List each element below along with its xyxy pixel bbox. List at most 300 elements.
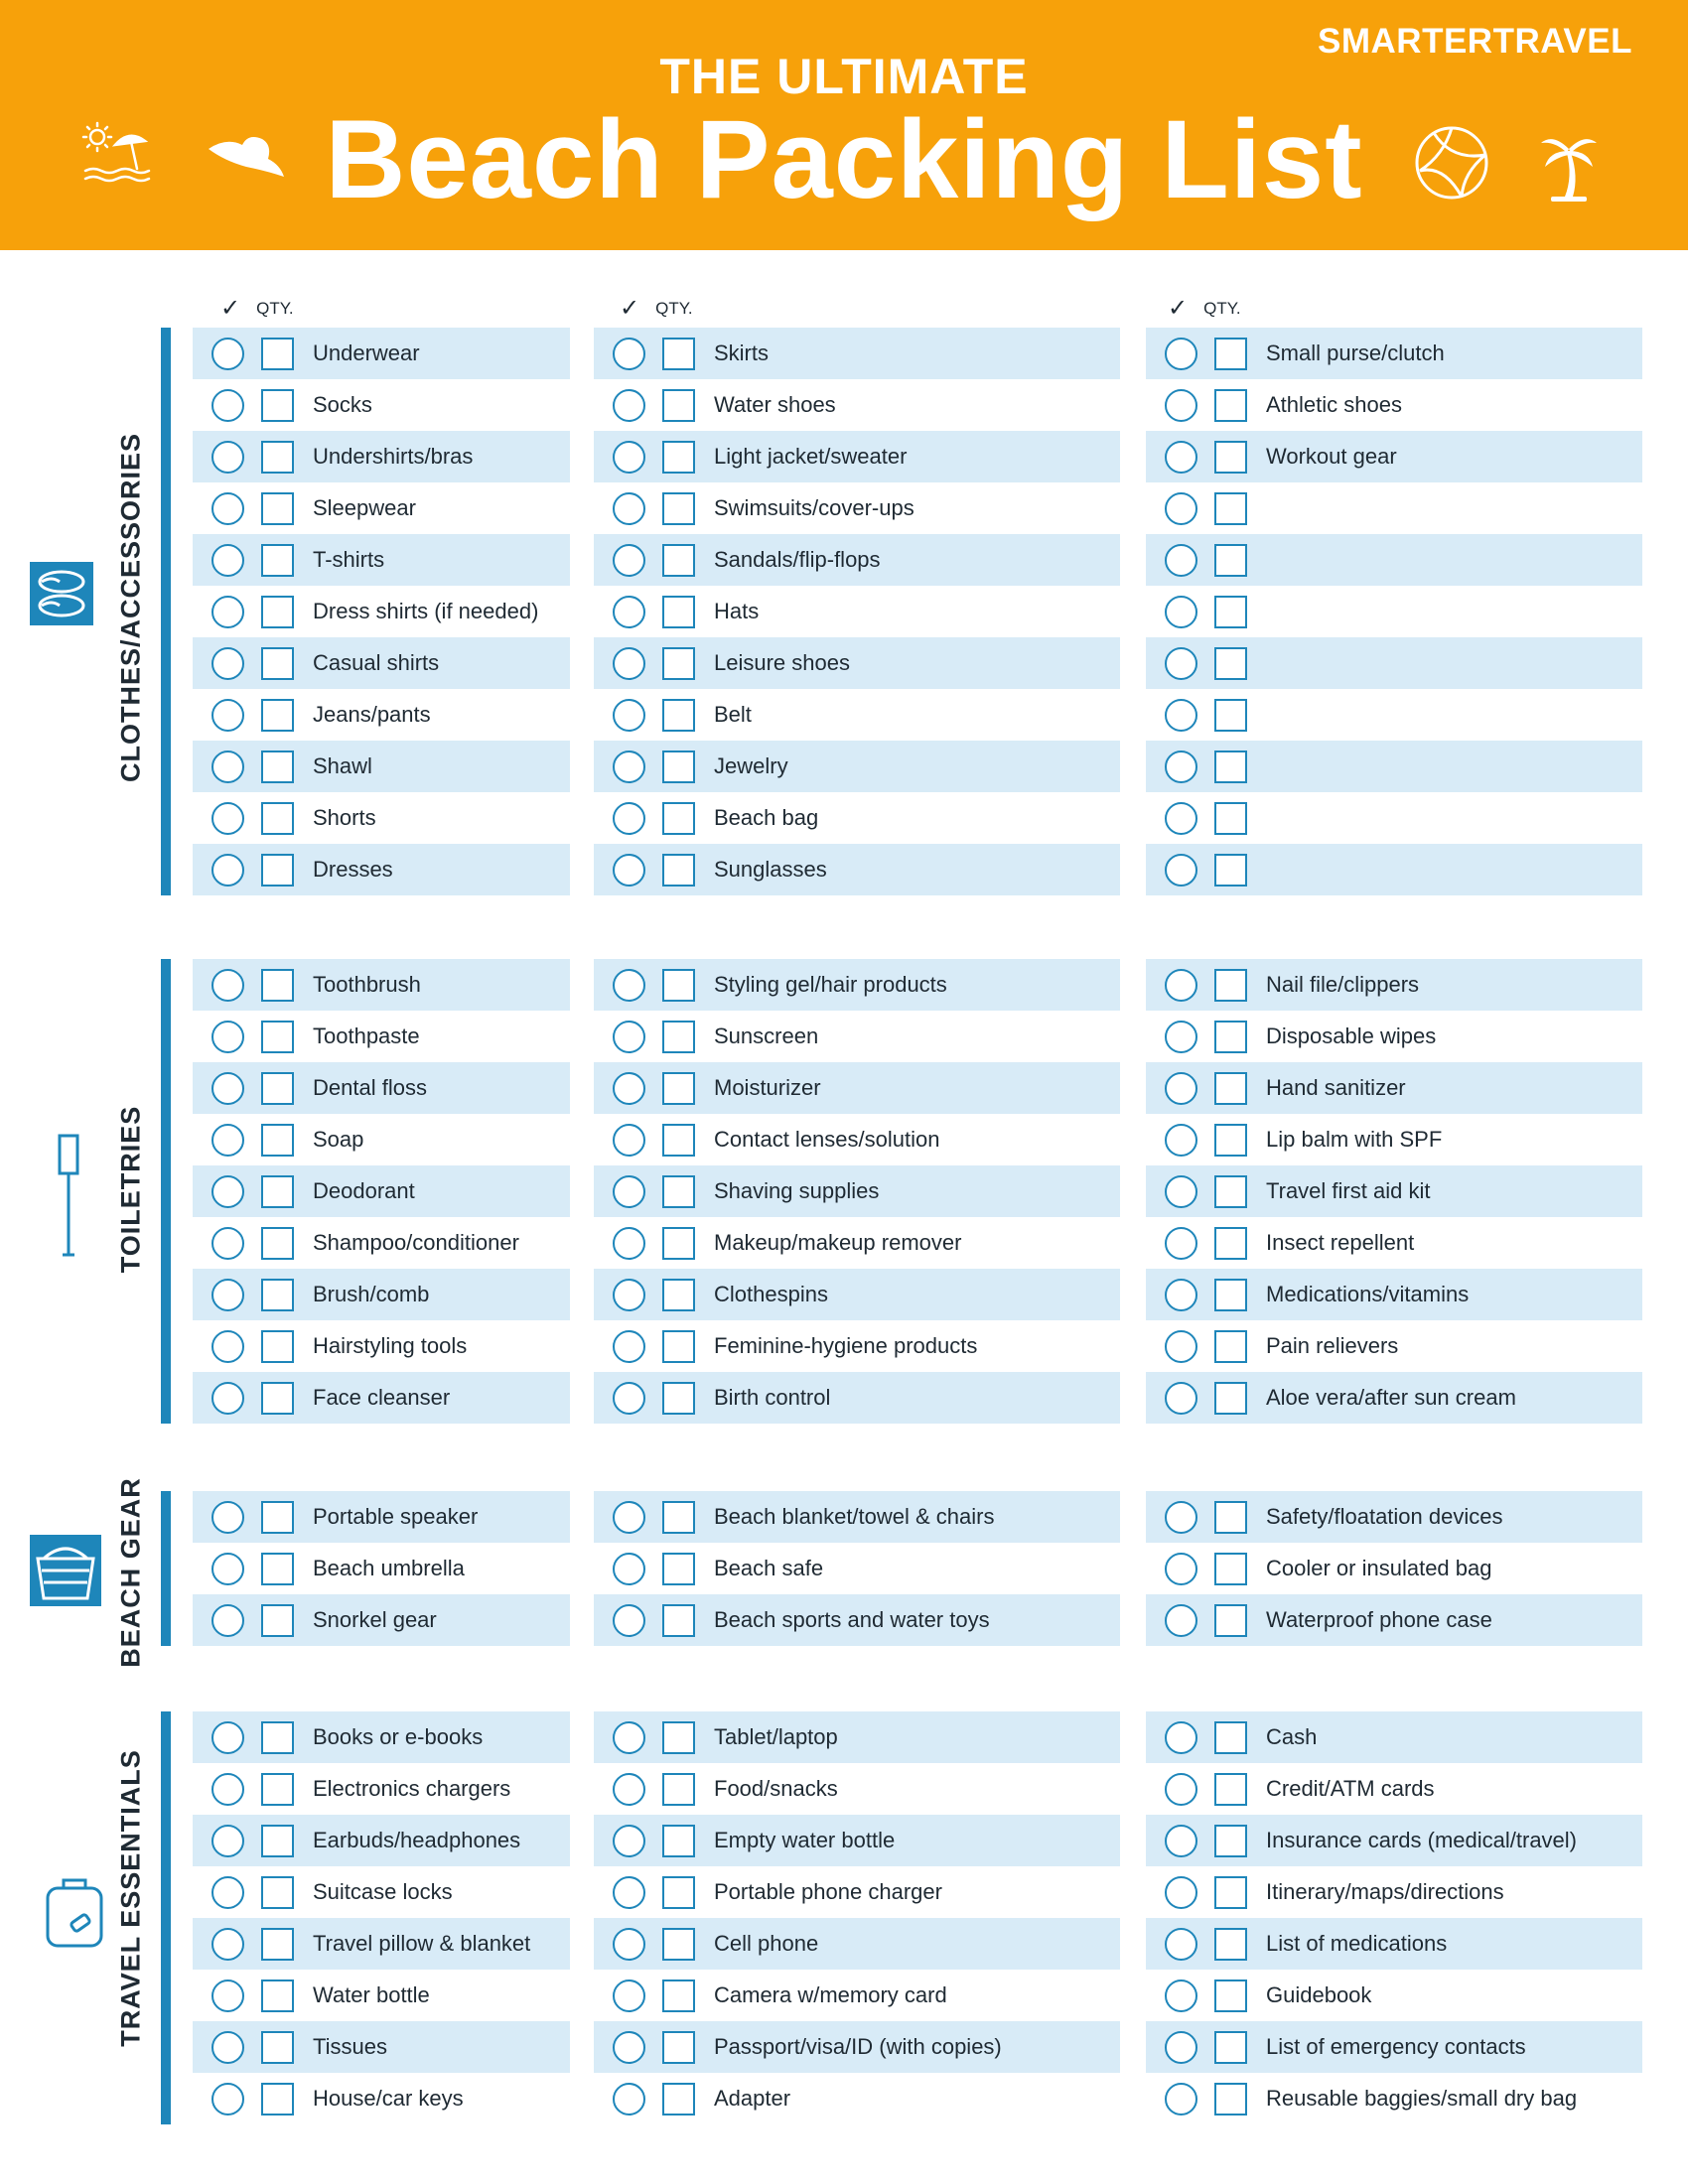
check-circle[interactable] (613, 389, 645, 422)
check-circle[interactable] (1165, 1979, 1197, 2012)
quantity-box[interactable] (1214, 1721, 1247, 1754)
check-circle[interactable] (613, 802, 645, 835)
list-item (1146, 1594, 1642, 1646)
check-circle[interactable] (613, 1979, 645, 2012)
item-label: Jewelry (714, 753, 788, 778)
quantity-box[interactable] (662, 969, 695, 1002)
list-item (193, 328, 570, 379)
list-item (1146, 959, 1642, 1011)
check-circle[interactable] (211, 1124, 244, 1157)
quantity-box[interactable] (662, 1721, 695, 1754)
quantity-box[interactable] (662, 1501, 695, 1534)
quantity-box[interactable] (662, 389, 695, 422)
quantity-box[interactable] (261, 751, 294, 783)
item-label: Hats (714, 599, 760, 623)
check-circle[interactable] (211, 1773, 244, 1806)
quantity-box[interactable] (662, 544, 695, 577)
quantity-box[interactable] (1214, 1382, 1247, 1415)
check-circle[interactable] (1165, 2083, 1197, 2116)
check-circle[interactable] (1165, 1175, 1197, 1208)
quantity-box[interactable] (662, 441, 695, 474)
quantity-box[interactable] (662, 1124, 695, 1157)
quantity-box[interactable] (261, 1501, 294, 1534)
page-subtitle: THE ULTIMATE (659, 49, 1029, 104)
quantity-box[interactable] (662, 1072, 695, 1105)
quantity-box[interactable] (1214, 1553, 1247, 1585)
quantity-box[interactable] (261, 1979, 294, 2012)
quantity-box[interactable] (1214, 1825, 1247, 1857)
quantity-box[interactable] (261, 1279, 294, 1311)
quantity-box[interactable] (662, 1279, 695, 1311)
quantity-box[interactable] (261, 1876, 294, 1909)
list-item (594, 534, 1120, 586)
quantity-box[interactable] (261, 1773, 294, 1806)
quantity-box[interactable] (662, 1876, 695, 1909)
item-label: Empty water bottle (714, 1828, 896, 1852)
palm-tree-icon (1539, 127, 1599, 205)
list-item (193, 792, 570, 844)
check-circle[interactable] (613, 1825, 645, 1857)
check-circle[interactable] (211, 1072, 244, 1105)
check-circle[interactable] (613, 1330, 645, 1363)
item-label: Cell phone (714, 1931, 819, 1956)
quantity-box[interactable] (662, 1979, 695, 2012)
item-label: Deodorant (313, 1178, 415, 1203)
check-circle[interactable] (211, 1928, 244, 1961)
check-circle[interactable] (1165, 544, 1197, 577)
list-item (193, 844, 570, 895)
item-label: Toothpaste (313, 1024, 420, 1048)
check-circle[interactable] (1165, 1124, 1197, 1157)
item-label: Suitcase locks (313, 1879, 453, 1904)
item-label: Swimsuits/cover-ups (714, 495, 914, 520)
quantity-box[interactable] (662, 1382, 695, 1415)
list-item (193, 534, 570, 586)
check-circle[interactable] (1165, 647, 1197, 680)
check-circle[interactable] (613, 969, 645, 1002)
item-label: Hairstyling tools (313, 1333, 468, 1358)
item-label: Passport/visa/ID (with copies) (714, 2034, 1002, 2059)
check-circle[interactable] (1165, 1773, 1197, 1806)
quantity-box[interactable] (261, 1604, 294, 1637)
check-circle[interactable] (211, 492, 244, 525)
list-item (594, 379, 1120, 431)
quantity-box[interactable] (662, 1825, 695, 1857)
check-circle[interactable] (613, 751, 645, 783)
list-item (594, 1543, 1120, 1594)
qty-header-col1: ✓ QTY. (220, 295, 294, 322)
beach-bag-icon (30, 1535, 101, 1611)
quantity-box[interactable] (1214, 802, 1247, 835)
check-circle[interactable] (211, 802, 244, 835)
item-label: Reusable baggies/small dry bag (1266, 2086, 1578, 2111)
check-circle[interactable] (613, 1175, 645, 1208)
check-circle[interactable] (613, 1876, 645, 1909)
check-circle[interactable] (1165, 1553, 1197, 1585)
header-banner (0, 0, 1688, 250)
quantity-box[interactable] (662, 1928, 695, 1961)
item-label: Shampoo/conditioner (313, 1230, 519, 1255)
check-circle[interactable] (613, 854, 645, 887)
check-circle[interactable] (211, 596, 244, 628)
item-label: Athletic shoes (1266, 392, 1402, 417)
list-item (1146, 689, 1642, 741)
quantity-box[interactable] (662, 338, 695, 370)
list-item (594, 2073, 1120, 2124)
check-circle[interactable] (211, 2083, 244, 2116)
item-label: Tablet/laptop (714, 1724, 838, 1749)
check-circle[interactable] (211, 647, 244, 680)
item-label: Water bottle (313, 1982, 430, 2007)
check-circle[interactable] (613, 2031, 645, 2064)
quantity-box[interactable] (1214, 1175, 1247, 1208)
quantity-box[interactable] (662, 1773, 695, 1806)
quantity-box[interactable] (261, 1072, 294, 1105)
check-circle[interactable] (211, 338, 244, 370)
check-circle[interactable] (211, 1021, 244, 1053)
item-label: Dental floss (313, 1075, 427, 1100)
checklist-column (1146, 328, 1642, 895)
check-circle[interactable] (1165, 1501, 1197, 1534)
quantity-box[interactable] (261, 802, 294, 835)
quantity-box[interactable] (1214, 492, 1247, 525)
check-circle[interactable] (1165, 596, 1197, 628)
check-circle[interactable] (613, 699, 645, 732)
quantity-box[interactable] (1214, 1979, 1247, 2012)
check-circle[interactable] (1165, 699, 1197, 732)
check-circle[interactable] (211, 854, 244, 887)
list-item (193, 2073, 570, 2124)
check-circle[interactable] (613, 2083, 645, 2116)
list-item (193, 586, 570, 637)
item-label: Dresses (313, 857, 393, 882)
flip-flops-icon (30, 562, 93, 630)
quantity-box[interactable] (662, 596, 695, 628)
item-label: Casual shirts (313, 650, 440, 675)
quantity-box[interactable] (1214, 1876, 1247, 1909)
section-label: CLOTHES/ACCESSORIES (115, 432, 146, 783)
item-label: Medications/vitamins (1266, 1282, 1470, 1306)
list-item (193, 1269, 570, 1320)
item-label: Itinerary/maps/directions (1266, 1879, 1504, 1904)
check-circle[interactable] (613, 1553, 645, 1585)
list-item (1146, 1320, 1642, 1372)
quantity-box[interactable] (1214, 1773, 1247, 1806)
check-circle[interactable] (613, 1928, 645, 1961)
check-circle[interactable] (1165, 1330, 1197, 1363)
list-item (193, 1711, 570, 1763)
check-circle[interactable] (1165, 338, 1197, 370)
quantity-box[interactable] (1214, 1124, 1247, 1157)
quantity-box[interactable] (261, 2083, 294, 2116)
list-item (1146, 1217, 1642, 1269)
quantity-box[interactable] (1214, 1928, 1247, 1961)
check-circle[interactable] (613, 1721, 645, 1754)
check-circle[interactable] (211, 1330, 244, 1363)
check-circle[interactable] (1165, 492, 1197, 525)
check-circle[interactable] (1165, 2031, 1197, 2064)
quantity-box[interactable] (261, 492, 294, 525)
checklist-column (193, 1711, 570, 2124)
list-item (1146, 1763, 1642, 1815)
check-circle[interactable] (211, 1553, 244, 1585)
item-label: Underwear (313, 341, 420, 365)
quantity-box[interactable] (1214, 647, 1247, 680)
quantity-box[interactable] (261, 2031, 294, 2064)
list-item (1146, 2073, 1642, 2124)
checklist-column (594, 328, 1120, 895)
quantity-box[interactable] (261, 1928, 294, 1961)
quantity-box[interactable] (1214, 751, 1247, 783)
quantity-box[interactable] (261, 969, 294, 1002)
check-circle[interactable] (1165, 1721, 1197, 1754)
check-circle[interactable] (1165, 441, 1197, 474)
check-circle[interactable] (211, 1876, 244, 1909)
quantity-box[interactable] (1214, 544, 1247, 577)
quantity-box[interactable] (1214, 699, 1247, 732)
list-item (1146, 1269, 1642, 1320)
quantity-box[interactable] (261, 1175, 294, 1208)
list-item (594, 792, 1120, 844)
item-label: Shorts (313, 805, 376, 830)
quantity-box[interactable] (261, 441, 294, 474)
item-label: Beach bag (714, 805, 819, 830)
check-circle[interactable] (1165, 1928, 1197, 1961)
quantity-box[interactable] (1214, 441, 1247, 474)
item-label: Snorkel gear (313, 1607, 437, 1632)
list-item (1146, 1491, 1642, 1543)
quantity-box[interactable] (1214, 596, 1247, 628)
quantity-box[interactable] (261, 699, 294, 732)
item-label: Disposable wipes (1266, 1024, 1437, 1048)
quantity-box[interactable] (1214, 1279, 1247, 1311)
list-item (1146, 741, 1642, 792)
check-circle[interactable] (1165, 1227, 1197, 1260)
quantity-box[interactable] (662, 492, 695, 525)
check-circle[interactable] (1165, 751, 1197, 783)
check-circle[interactable] (211, 1979, 244, 2012)
quantity-box[interactable] (662, 854, 695, 887)
quantity-box[interactable] (662, 1604, 695, 1637)
quantity-box[interactable] (261, 596, 294, 628)
check-circle[interactable] (211, 1501, 244, 1534)
quantity-box[interactable] (261, 1330, 294, 1363)
check-circle[interactable] (613, 1279, 645, 1311)
list-item (594, 637, 1120, 689)
quantity-box[interactable] (1214, 1021, 1247, 1053)
check-circle[interactable] (613, 544, 645, 577)
quantity-box[interactable] (1214, 1501, 1247, 1534)
item-label: Camera w/memory card (714, 1982, 947, 2007)
page-title: Beach Packing List (325, 97, 1363, 221)
quantity-box[interactable] (1214, 1604, 1247, 1637)
list-item (594, 1815, 1120, 1866)
check-circle[interactable] (211, 2031, 244, 2064)
section-bar (161, 1711, 171, 2124)
check-circle[interactable] (613, 1501, 645, 1534)
quantity-box[interactable] (261, 1124, 294, 1157)
quantity-box[interactable] (261, 1021, 294, 1053)
check-circle[interactable] (211, 389, 244, 422)
quantity-box[interactable] (261, 544, 294, 577)
check-circle[interactable] (211, 1382, 244, 1415)
quantity-box[interactable] (261, 1382, 294, 1415)
quantity-box[interactable] (662, 1175, 695, 1208)
item-label: Travel pillow & blanket (313, 1931, 531, 1956)
check-circle[interactable] (211, 699, 244, 732)
item-label: Undershirts/bras (313, 444, 474, 469)
list-item (594, 1062, 1120, 1114)
list-item (193, 379, 570, 431)
check-circle[interactable] (211, 969, 244, 1002)
quantity-box[interactable] (662, 1330, 695, 1363)
list-item (594, 431, 1120, 482)
check-circle[interactable] (613, 1072, 645, 1105)
check-circle[interactable] (1165, 802, 1197, 835)
checklist-column (594, 1711, 1120, 2124)
item-label: Tissues (313, 2034, 387, 2059)
check-circle[interactable] (1165, 854, 1197, 887)
check-circle[interactable] (211, 1175, 244, 1208)
list-item (594, 1269, 1120, 1320)
check-circle[interactable] (211, 1825, 244, 1857)
checklist-column (193, 1491, 570, 1646)
item-label: Feminine-hygiene products (714, 1333, 978, 1358)
quantity-box[interactable] (1214, 854, 1247, 887)
item-label: Waterproof phone case (1266, 1607, 1492, 1632)
quantity-box[interactable] (662, 1021, 695, 1053)
quantity-box[interactable] (1214, 338, 1247, 370)
list-item (193, 1866, 570, 1918)
list-item (193, 1320, 570, 1372)
check-circle[interactable] (613, 492, 645, 525)
quantity-box[interactable] (1214, 969, 1247, 1002)
quantity-box[interactable] (1214, 389, 1247, 422)
check-circle[interactable] (211, 1604, 244, 1637)
list-item (1146, 586, 1642, 637)
item-label: Light jacket/sweater (714, 444, 908, 469)
check-circle[interactable] (1165, 1021, 1197, 1053)
quantity-box[interactable] (662, 802, 695, 835)
check-circle[interactable] (211, 1279, 244, 1311)
quantity-box[interactable] (662, 751, 695, 783)
check-circle[interactable] (1165, 389, 1197, 422)
quantity-box[interactable] (662, 2031, 695, 2064)
check-circle[interactable] (613, 441, 645, 474)
list-item (193, 1763, 570, 1815)
quantity-box[interactable] (662, 647, 695, 680)
list-item (193, 482, 570, 534)
item-label: Workout gear (1266, 444, 1397, 469)
list-item (193, 1114, 570, 1165)
section-label: TOILETRIES (115, 1105, 146, 1274)
check-circle[interactable] (211, 1721, 244, 1754)
quantity-box[interactable] (1214, 1072, 1247, 1105)
list-item (1146, 844, 1642, 895)
check-circle[interactable] (211, 544, 244, 577)
check-circle[interactable] (613, 1227, 645, 1260)
list-item (594, 1114, 1120, 1165)
list-item (594, 844, 1120, 895)
quantity-box[interactable] (261, 1227, 294, 1260)
check-circle[interactable] (1165, 1876, 1197, 1909)
list-item (1146, 328, 1642, 379)
check-circle[interactable] (1165, 1279, 1197, 1311)
list-item (193, 1594, 570, 1646)
check-circle[interactable] (1165, 969, 1197, 1002)
list-item (594, 1491, 1120, 1543)
list-item (193, 1372, 570, 1424)
check-circle[interactable] (1165, 1072, 1197, 1105)
check-circle[interactable] (613, 596, 645, 628)
check-circle[interactable] (613, 647, 645, 680)
item-label: Toothbrush (313, 972, 421, 997)
check-circle[interactable] (613, 1124, 645, 1157)
item-label: Insurance cards (medical/travel) (1266, 1828, 1578, 1852)
check-circle[interactable] (1165, 1604, 1197, 1637)
quantity-box[interactable] (261, 389, 294, 422)
check-circle[interactable] (211, 751, 244, 783)
list-item (594, 328, 1120, 379)
list-item (193, 689, 570, 741)
item-label: Dress shirts (if needed) (313, 599, 539, 623)
quantity-box[interactable] (261, 1721, 294, 1754)
item-label: Beach blanket/towel & chairs (714, 1504, 995, 1529)
quantity-box[interactable] (261, 338, 294, 370)
list-item (193, 431, 570, 482)
quantity-box[interactable] (662, 2083, 695, 2116)
check-circle[interactable] (613, 1382, 645, 1415)
item-label: Electronics chargers (313, 1776, 511, 1801)
item-label: Portable speaker (313, 1504, 479, 1529)
quantity-box[interactable] (1214, 2031, 1247, 2064)
list-item (1146, 1711, 1642, 1763)
list-item (1146, 1372, 1642, 1424)
item-label: Brush/comb (313, 1282, 430, 1306)
quantity-box[interactable] (261, 1825, 294, 1857)
list-item (594, 741, 1120, 792)
quantity-box[interactable] (662, 699, 695, 732)
list-item (1146, 1866, 1642, 1918)
check-circle[interactable] (1165, 1825, 1197, 1857)
quantity-box[interactable] (261, 647, 294, 680)
quantity-box[interactable] (662, 1553, 695, 1585)
list-item (193, 1217, 570, 1269)
list-item (594, 482, 1120, 534)
quantity-box[interactable] (261, 854, 294, 887)
sun-hat-icon (207, 131, 286, 185)
check-circle[interactable] (613, 1773, 645, 1806)
quantity-box[interactable] (1214, 1330, 1247, 1363)
check-circle[interactable] (613, 1604, 645, 1637)
check-circle[interactable] (613, 1021, 645, 1053)
item-label: Earbuds/headphones (313, 1828, 521, 1852)
quantity-box[interactable] (662, 1227, 695, 1260)
item-label: Jeans/pants (313, 702, 431, 727)
quantity-box[interactable] (1214, 1227, 1247, 1260)
check-circle[interactable] (211, 441, 244, 474)
item-label: Contact lenses/solution (714, 1127, 940, 1152)
quantity-box[interactable] (261, 1553, 294, 1585)
list-item (1146, 1918, 1642, 1970)
quantity-box[interactable] (1214, 2083, 1247, 2116)
check-circle[interactable] (211, 1227, 244, 1260)
list-item (1146, 1011, 1642, 1062)
check-circle[interactable] (1165, 1382, 1197, 1415)
item-label: Beach sports and water toys (714, 1607, 990, 1632)
list-item (594, 1320, 1120, 1372)
check-circle[interactable] (613, 338, 645, 370)
